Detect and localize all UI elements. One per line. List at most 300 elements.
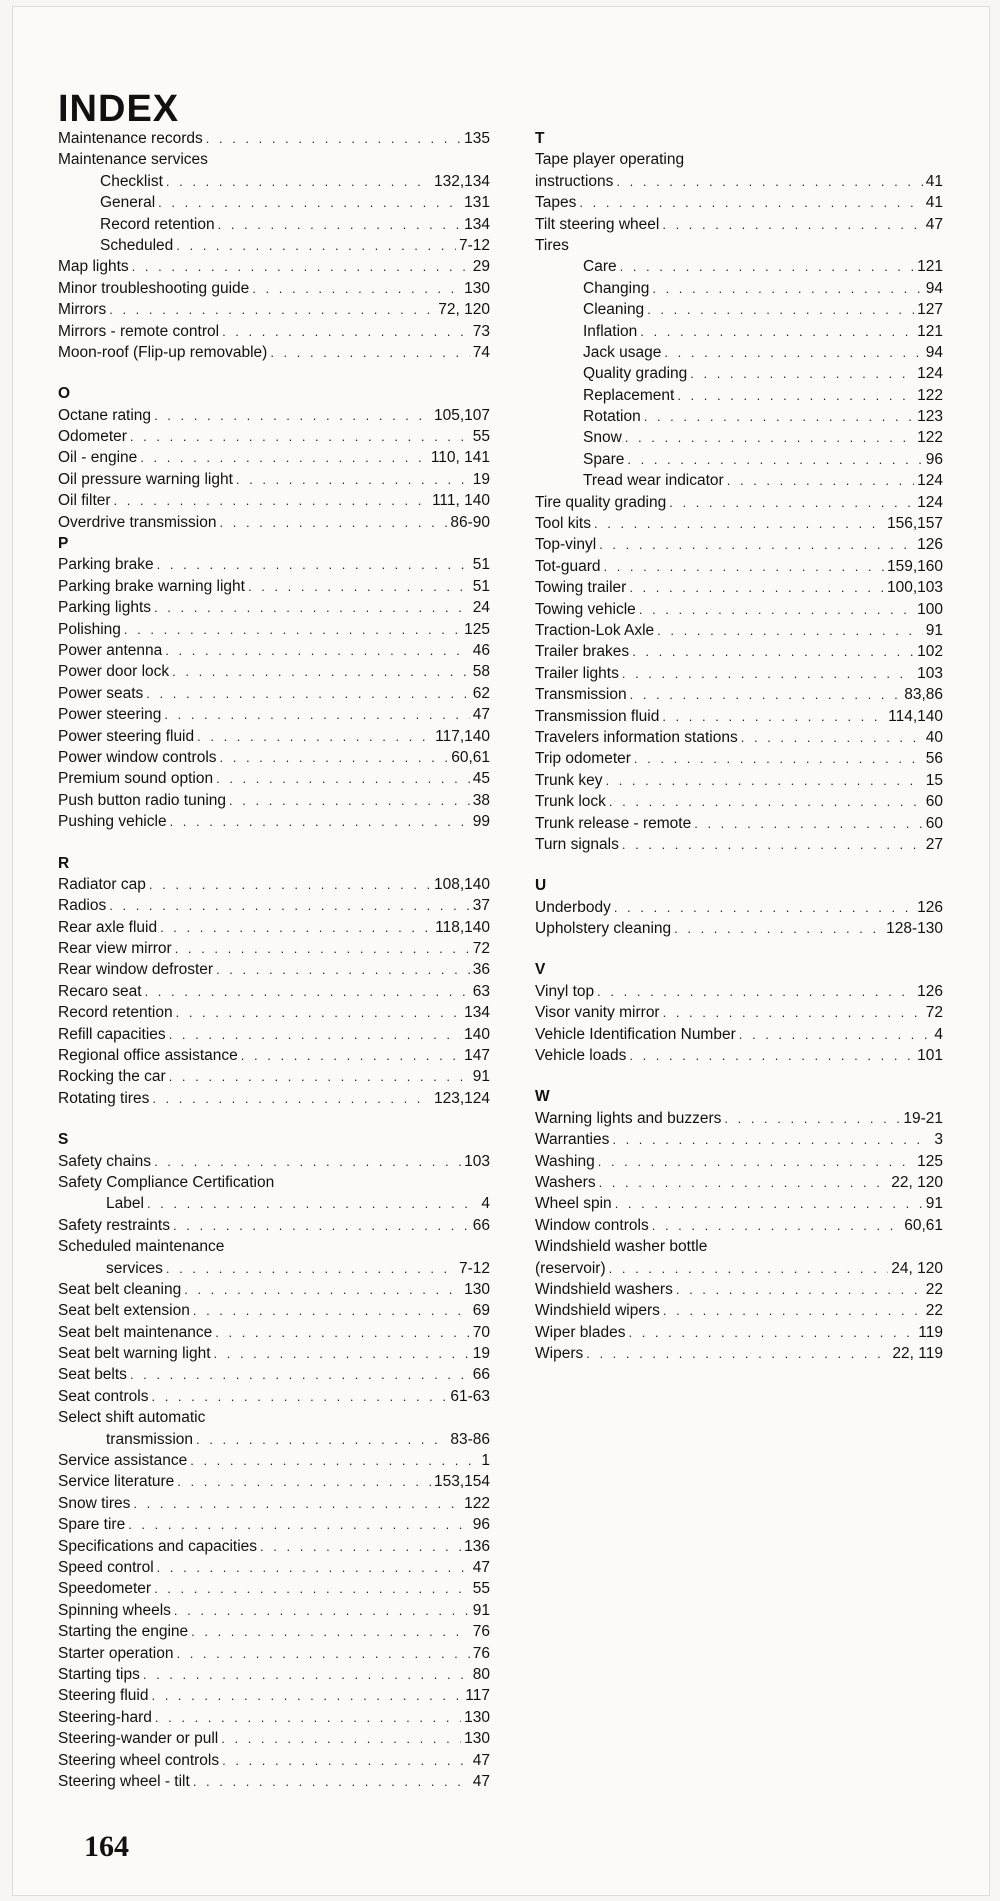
section-gap xyxy=(58,363,490,375)
dot-leader xyxy=(133,1493,461,1514)
index-entry xyxy=(535,1279,943,1300)
index-entry xyxy=(58,342,490,363)
index-entry xyxy=(58,1088,490,1109)
dot-leader xyxy=(154,597,470,618)
entry-term: Oil pressure warning light xyxy=(58,470,233,488)
entry-term: Jack usage xyxy=(583,343,662,361)
index-entry xyxy=(58,426,490,447)
dot-leader xyxy=(220,512,448,533)
index-entry xyxy=(58,790,490,811)
dot-leader xyxy=(160,917,432,938)
entry-term: Window controls xyxy=(535,1216,649,1234)
entry-page-ref: 121 xyxy=(917,258,943,276)
dot-leader xyxy=(222,321,470,342)
index-entry xyxy=(58,576,490,597)
entry-page-ref: 101 xyxy=(917,1047,943,1065)
index-entry xyxy=(58,1643,490,1664)
index-entry xyxy=(58,1279,490,1300)
index-entry xyxy=(58,405,490,426)
index-entry xyxy=(535,299,943,320)
dot-leader xyxy=(260,1536,461,1557)
entry-page-ref: 128-130 xyxy=(886,920,943,938)
entry-term: Octane rating xyxy=(58,406,152,424)
dot-leader xyxy=(586,1343,889,1364)
index-entry xyxy=(535,363,943,384)
dot-leader xyxy=(741,727,923,748)
dot-leader xyxy=(652,1215,901,1236)
dot-leader xyxy=(622,663,914,684)
entry-term: Seat belt cleaning xyxy=(58,1280,182,1298)
entry-page-ref: 123,124 xyxy=(433,1089,490,1107)
dot-leader xyxy=(145,981,470,1002)
dot-leader xyxy=(603,556,883,577)
entry-page-ref: 124 xyxy=(917,365,943,383)
index-entry xyxy=(535,1322,943,1343)
entry-term: Power antenna xyxy=(58,641,163,659)
entry-page-ref: 131 xyxy=(464,194,490,212)
index-entry xyxy=(58,235,490,256)
dot-leader xyxy=(155,1707,461,1728)
entry-page-ref: 127 xyxy=(917,301,943,319)
index-entry xyxy=(535,1236,943,1257)
entry-term: Spare xyxy=(583,450,625,468)
index-entry xyxy=(58,1322,490,1343)
entry-term: Record retention xyxy=(58,1004,173,1022)
dot-leader xyxy=(215,1322,470,1343)
index-entry xyxy=(58,1664,490,1685)
index-entry xyxy=(535,1172,943,1193)
entry-term: Tapes xyxy=(535,194,577,212)
entry-page-ref: 36 xyxy=(472,961,490,979)
entry-page-ref: 105,107 xyxy=(433,406,490,424)
entry-page-ref: 27 xyxy=(925,835,943,853)
index-entry xyxy=(58,1002,490,1023)
entry-term: Service literature xyxy=(58,1473,175,1491)
dot-leader xyxy=(151,1685,462,1706)
entry-page-ref: 70 xyxy=(472,1323,490,1341)
dot-leader xyxy=(605,770,922,791)
dot-leader xyxy=(175,938,470,959)
entry-page-ref: 60 xyxy=(925,793,943,811)
index-entry xyxy=(535,663,943,684)
entry-term: Scheduled maintenance xyxy=(58,1238,225,1256)
dot-leader xyxy=(149,874,431,895)
dot-leader xyxy=(647,299,914,320)
index-entry xyxy=(535,727,943,748)
dot-leader xyxy=(640,321,914,342)
section-letter-r: R xyxy=(58,854,70,872)
dot-leader xyxy=(147,1193,478,1214)
dot-leader xyxy=(166,1258,456,1279)
index-entry xyxy=(535,897,943,918)
dot-leader xyxy=(157,1557,470,1578)
index-entry xyxy=(535,599,943,620)
entry-term: Vehicle loads xyxy=(535,1047,627,1065)
index-entry xyxy=(535,492,943,513)
dot-leader xyxy=(599,534,914,555)
dot-leader xyxy=(173,1215,470,1236)
index-entry xyxy=(535,1300,943,1321)
entry-term: Seat belts xyxy=(58,1366,127,1384)
entry-term: Care xyxy=(583,258,617,276)
dot-leader xyxy=(169,1066,470,1087)
entry-page-ref: 114,140 xyxy=(888,707,943,725)
index-entry xyxy=(58,1728,490,1749)
entry-page-ref: 4 xyxy=(481,1195,490,1213)
index-entry xyxy=(58,661,490,682)
dot-leader xyxy=(214,1343,470,1364)
entry-term: Trunk release - remote xyxy=(535,814,692,832)
index-entry xyxy=(58,1066,490,1087)
entry-page-ref: 135 xyxy=(464,130,490,147)
entry-term: Oil filter xyxy=(58,492,111,510)
entry-page-ref: 62 xyxy=(472,684,490,702)
entry-page-ref: 94 xyxy=(925,279,943,297)
entry-term: Spare tire xyxy=(58,1516,126,1534)
index-entry xyxy=(58,321,490,342)
dot-leader xyxy=(614,897,914,918)
entry-page-ref: 22 xyxy=(925,1280,943,1298)
entry-term: Warning lights and buzzers xyxy=(535,1109,722,1127)
entry-page-ref: 130 xyxy=(464,1730,490,1748)
index-entry xyxy=(58,1045,490,1066)
index-entry xyxy=(58,278,490,299)
index-entry xyxy=(58,214,490,235)
entry-page-ref: 134 xyxy=(464,215,490,233)
dot-leader xyxy=(193,1300,470,1321)
entry-page-ref: 40 xyxy=(925,728,943,746)
dot-leader xyxy=(220,747,449,768)
index-entry xyxy=(58,1750,490,1771)
dot-leader xyxy=(109,895,470,916)
entry-term: Power window controls xyxy=(58,748,217,766)
dot-leader xyxy=(690,363,914,384)
entry-page-ref: 19-21 xyxy=(903,1109,943,1127)
dot-leader xyxy=(622,834,923,855)
dot-leader xyxy=(609,1258,889,1279)
entry-term: Towing trailer xyxy=(535,579,627,597)
entry-page-ref: 124 xyxy=(917,472,943,490)
entry-term: Map lights xyxy=(58,258,129,276)
entry-page-ref: 19 xyxy=(472,470,490,488)
entry-page-ref: 51 xyxy=(472,556,490,574)
dot-leader xyxy=(140,447,428,468)
dot-leader xyxy=(270,342,469,363)
entry-term: Travelers information stations xyxy=(535,728,738,746)
entry-page-ref: 47 xyxy=(472,1559,490,1576)
entry-page-ref: 86-90 xyxy=(450,513,490,531)
index-entry xyxy=(58,512,490,533)
entry-term: Refill capacities xyxy=(58,1025,166,1043)
entry-term: Steering-wander or pull xyxy=(58,1730,219,1748)
entry-page-ref: 103 xyxy=(917,664,943,682)
entry-page-ref: 130 xyxy=(464,1708,490,1726)
entry-page-ref: 60,61 xyxy=(904,1216,943,1234)
entry-term: Steering wheel - tilt xyxy=(58,1772,190,1790)
entry-page-ref: 63 xyxy=(472,982,490,1000)
entry-page-ref: 47 xyxy=(472,706,490,724)
entry-term: Upholstery cleaning xyxy=(535,920,672,938)
entry-page-ref: 91 xyxy=(472,1068,490,1086)
entry-page-ref: 45 xyxy=(472,770,490,788)
index-entry xyxy=(58,447,490,468)
entry-term: Maintenance records xyxy=(58,130,203,147)
index-entry xyxy=(535,1258,943,1279)
entry-term: Checklist xyxy=(100,172,163,190)
index-entry xyxy=(58,1258,490,1279)
index-entry xyxy=(535,834,943,855)
index-entry xyxy=(58,1536,490,1557)
entry-term: Rear axle fluid xyxy=(58,918,158,936)
entry-page-ref: 126 xyxy=(917,536,943,554)
index-entry xyxy=(535,791,943,812)
dot-leader xyxy=(609,791,923,812)
index-entry xyxy=(535,748,943,769)
dot-leader xyxy=(124,619,461,640)
dot-leader xyxy=(128,1514,470,1535)
index-entry xyxy=(58,1600,490,1621)
entry-page-ref: 38 xyxy=(472,791,490,809)
entry-term: Record retention xyxy=(100,215,215,233)
entry-page-ref: 74 xyxy=(472,343,490,361)
entry-term: Rear window defroster xyxy=(58,961,214,979)
entry-page-ref: 122 xyxy=(917,386,943,404)
dot-leader xyxy=(248,576,470,597)
entry-term: Windshield wipers xyxy=(535,1302,660,1320)
index-entry xyxy=(535,918,943,939)
index-entry xyxy=(58,683,490,704)
entry-term: Vehicle Identification Number xyxy=(535,1025,736,1043)
dot-leader xyxy=(241,1045,461,1066)
index-entry xyxy=(58,149,490,170)
dot-leader xyxy=(739,1024,932,1045)
dot-leader xyxy=(221,1728,461,1749)
index-entry xyxy=(535,1215,943,1236)
entry-page-ref: 56 xyxy=(925,750,943,768)
dot-leader xyxy=(143,1664,470,1685)
dot-leader xyxy=(229,790,470,811)
entry-page-ref: 72 xyxy=(472,940,490,958)
entry-term: Speed control xyxy=(58,1559,154,1576)
entry-term: Mirrors - remote control xyxy=(58,322,220,340)
entry-page-ref: 130 xyxy=(464,279,490,297)
index-entry xyxy=(58,597,490,618)
dot-leader xyxy=(216,959,470,980)
section-gap xyxy=(58,1109,490,1121)
entry-term: Replacement xyxy=(583,386,675,404)
entry-page-ref: 91 xyxy=(925,621,943,639)
entry-page-ref: 55 xyxy=(472,1580,490,1598)
entry-term: Recaro seat xyxy=(58,982,142,1000)
index-entry xyxy=(535,556,943,577)
dot-leader xyxy=(176,1002,462,1023)
entry-term: Power seats xyxy=(58,684,144,702)
index-entry xyxy=(58,874,490,895)
index-entry xyxy=(535,1002,943,1023)
entry-term: Steering fluid xyxy=(58,1687,149,1705)
dot-leader xyxy=(676,1279,923,1300)
entry-page-ref: 140 xyxy=(464,1025,490,1043)
section-letter-p: P xyxy=(58,535,69,553)
entry-page-ref: 19 xyxy=(472,1345,490,1363)
index-entry xyxy=(535,449,943,470)
entry-page-ref: 124 xyxy=(917,493,943,511)
dot-leader xyxy=(154,405,431,426)
dot-leader xyxy=(176,235,456,256)
entry-page-ref: 111, 140 xyxy=(431,492,490,510)
entry-page-ref: 118,140 xyxy=(435,918,490,936)
dot-leader xyxy=(130,1364,470,1385)
dot-leader xyxy=(157,554,470,575)
dot-leader xyxy=(109,299,435,320)
entry-page-ref: 80 xyxy=(472,1665,490,1683)
dot-leader xyxy=(184,1279,461,1300)
entry-page-ref: 72, 120 xyxy=(438,301,490,319)
index-entry xyxy=(535,1343,943,1364)
index-entry xyxy=(535,770,943,791)
index-entry xyxy=(58,1557,490,1578)
entry-term: Towing vehicle xyxy=(535,600,636,618)
entry-term: transmission xyxy=(106,1430,193,1448)
entry-page-ref: 46 xyxy=(472,641,490,659)
dot-leader xyxy=(634,748,923,769)
index-entry xyxy=(535,406,943,427)
section-gap xyxy=(58,833,490,845)
dot-leader xyxy=(177,1471,431,1492)
entry-term: Mirrors xyxy=(58,301,107,319)
index-entry xyxy=(58,959,490,980)
index-entry xyxy=(58,1578,490,1599)
index-entry xyxy=(58,1364,490,1385)
dot-leader xyxy=(154,1578,470,1599)
dot-leader xyxy=(727,470,914,491)
entry-page-ref: 108,140 xyxy=(433,875,490,893)
index-entry xyxy=(535,706,943,727)
entry-term: Transmission xyxy=(535,686,627,704)
dot-leader xyxy=(206,128,461,149)
entry-page-ref: 22, 119 xyxy=(892,1345,943,1363)
index-entry xyxy=(58,1771,490,1792)
dot-leader xyxy=(174,1600,470,1621)
entry-term: Tool kits xyxy=(535,515,591,533)
index-entry xyxy=(58,938,490,959)
entry-term: Seat belt warning light xyxy=(58,1345,211,1363)
dot-leader xyxy=(694,813,923,834)
entry-term: Push button radio tuning xyxy=(58,791,227,809)
dot-leader xyxy=(669,492,914,513)
entry-page-ref: 126 xyxy=(917,898,943,916)
entry-term: Rear view mirror xyxy=(58,940,172,958)
index-entry xyxy=(58,1151,490,1172)
index-entry xyxy=(58,1215,490,1236)
entry-page-ref: 29 xyxy=(472,258,490,276)
entry-page-ref: 117 xyxy=(465,1687,490,1705)
entry-page-ref: 69 xyxy=(472,1302,490,1320)
entry-page-ref: 24 xyxy=(472,599,490,617)
dot-leader xyxy=(625,427,914,448)
entry-page-ref: 132,134 xyxy=(433,172,490,190)
entry-term: Changing xyxy=(583,279,650,297)
index-entry xyxy=(58,768,490,789)
entry-term: Windshield washers xyxy=(535,1280,673,1298)
entry-term: Windshield washer bottle xyxy=(535,1238,708,1256)
entry-term: Top-vinyl xyxy=(535,536,597,554)
entry-page-ref: 41 xyxy=(925,194,943,212)
index-entry xyxy=(58,554,490,575)
entry-term: Starting the engine xyxy=(58,1623,189,1641)
page-number: 164 xyxy=(84,1830,129,1863)
dot-leader xyxy=(662,706,885,727)
entry-term: Trip odometer xyxy=(535,750,631,768)
entry-page-ref: 47 xyxy=(925,215,943,233)
entry-term: Tape player operating xyxy=(535,151,685,169)
entry-page-ref: 100 xyxy=(917,600,943,618)
entry-page-ref: 117,140 xyxy=(435,727,490,745)
entry-term: Turn signals xyxy=(535,835,619,853)
index-entry xyxy=(535,427,943,448)
dot-leader xyxy=(644,406,914,427)
dot-leader xyxy=(630,684,902,705)
dot-leader xyxy=(196,1429,447,1450)
entry-term: Steering-hard xyxy=(58,1708,152,1726)
dot-leader xyxy=(218,214,462,235)
dot-leader xyxy=(657,620,923,641)
entry-term: Odometer xyxy=(58,428,127,446)
entry-term: Specifications and capacities xyxy=(58,1537,258,1555)
index-entry xyxy=(535,620,943,641)
entry-term: Select shift automatic xyxy=(58,1409,206,1427)
index-entry xyxy=(535,981,943,1002)
entry-term: Parking brake xyxy=(58,556,154,574)
entry-term: Transmission fluid xyxy=(535,707,660,725)
entry-page-ref: 58 xyxy=(472,663,490,681)
dot-leader xyxy=(627,449,922,470)
entry-term: Power steering xyxy=(58,706,162,724)
index-entry xyxy=(58,1343,490,1364)
dot-leader xyxy=(154,1151,461,1172)
index-entry xyxy=(535,235,943,256)
index-entry xyxy=(535,684,943,705)
dot-leader xyxy=(594,513,884,534)
index-column-right xyxy=(535,128,943,1364)
index-entry xyxy=(58,490,490,511)
entry-page-ref: 15 xyxy=(925,771,943,789)
index-entry xyxy=(58,128,490,149)
index-entry xyxy=(58,469,490,490)
entry-page-ref: 147 xyxy=(464,1047,490,1065)
entry-term: Trunk lock xyxy=(535,793,606,811)
entry-term: Tire quality grading xyxy=(535,493,667,511)
entry-term: Rotating tires xyxy=(58,1089,150,1107)
dot-leader xyxy=(169,1024,461,1045)
entry-page-ref: 37 xyxy=(472,897,490,915)
index-entry xyxy=(58,1386,490,1407)
entry-page-ref: 4 xyxy=(934,1025,943,1043)
entry-term: Wheel spin xyxy=(535,1195,612,1213)
section-letter-w: W xyxy=(535,1088,550,1106)
entry-page-ref: 94 xyxy=(925,343,943,361)
dot-leader xyxy=(165,640,469,661)
entry-term: (reservoir) xyxy=(535,1259,606,1277)
index-entry xyxy=(58,1236,490,1257)
index-entry xyxy=(58,1685,490,1706)
dot-leader xyxy=(724,1108,900,1129)
entry-page-ref: 83,86 xyxy=(904,686,943,704)
index-entry xyxy=(58,1300,490,1321)
entry-page-ref: 7-12 xyxy=(458,236,490,254)
dot-leader xyxy=(663,1300,923,1321)
entry-term: Starter operation xyxy=(58,1644,174,1662)
